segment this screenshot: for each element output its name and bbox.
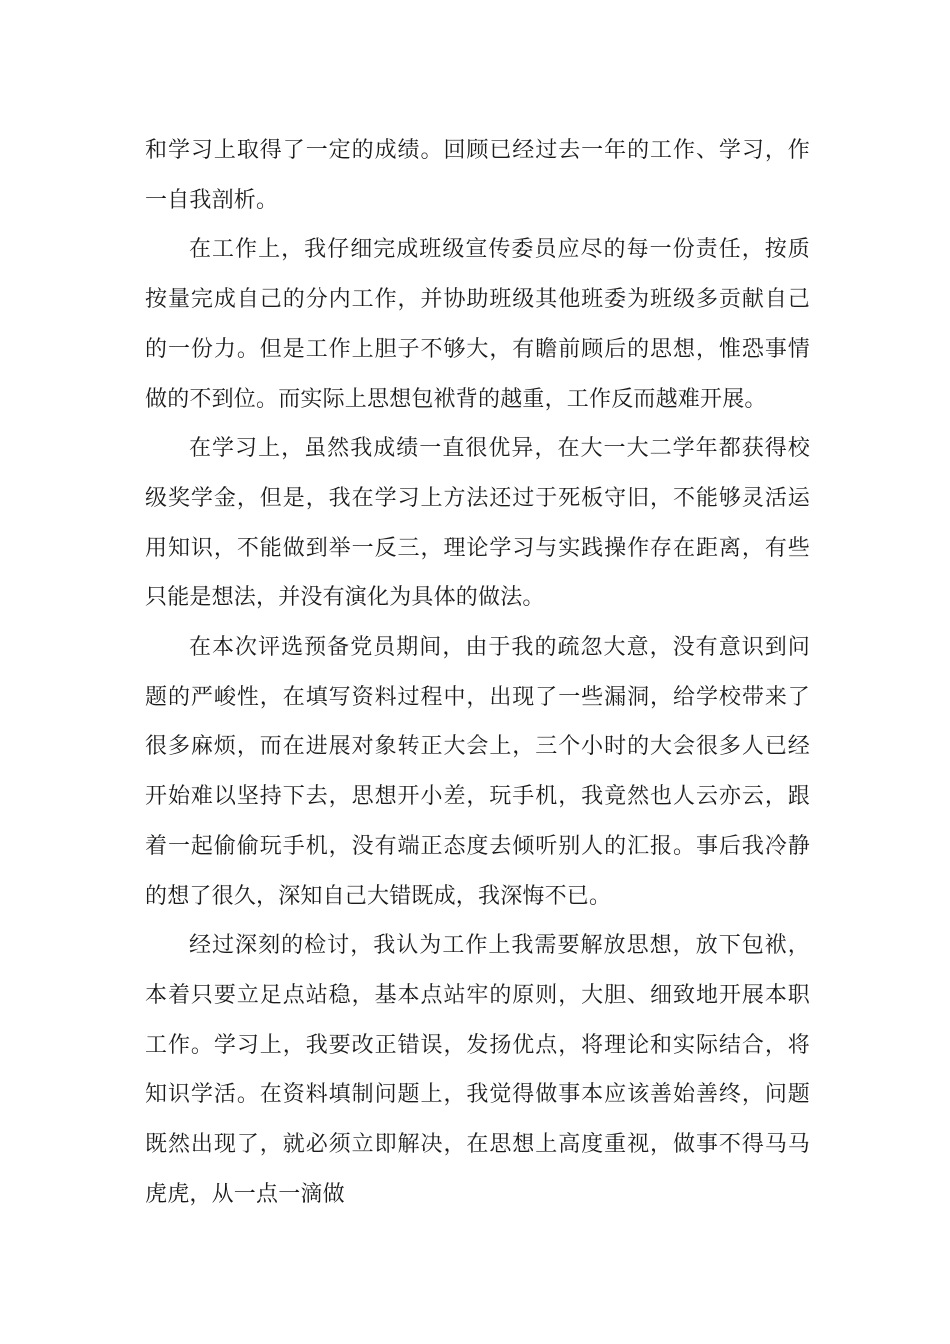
paragraph-party-selection: 在本次评选预备党员期间，由于我的疏忽大意，没有意识到问题的严峻性，在填写资料过程中，出现了一些漏洞，给学校带来了很多麻烦，而在进展对象转正大会上，三个小时的大会很多人已经开始难以坚持下去，思想开小差，玩手机，我竟然也人云亦云，跟着一起偷偷玩手机，没有端正态度去倾听别人的汇报。事后我冷静的想了很久，深知自己大错既成，我深悔不已。 <box>145 635 810 909</box>
paragraph-study: 在学习上，虽然我成绩一直很优异，在大一大二学年都获得校级奖学金，但是，我在学习上方法还过于死板守旧，不能够灵活运用知识，不能做到举一反三，理论学习与实践操作存在距离，有些只能是想法，并没有演化为具体的做法。 <box>145 436 810 611</box>
document-body <box>145 126 810 1219</box>
paragraph-work: 在工作上，我仔细完成班级宣传委员应尽的每一份责任，按质按量完成自己的分内工作，并协助班级其他班委为班级多贡献自己的一份力。但是工作上胆子不够大，有瞻前顾后的思想，惟恐事情做的不到位。而实际上思想包袱背的越重，工作反而越难开展。 <box>145 237 810 412</box>
paragraph-continuation: 和学习上取得了一定的成绩。回顾已经过去一年的工作、学习，作一自我剖析。 <box>145 138 810 213</box>
paragraph-reflection: 经过深刻的检讨，我认为工作上我需要解放思想，放下包袱，本着只要立足点站稳，基本点站牢的原则，大胆、细致地开展本职工作。学习上，我要改正错误，发扬优点，将理论和实际结合，将知识学活。在资料填制问题上，我觉得做事本应该善始善终，问题既然出现了，就必须立即解决，在思想上高度重视，做事不得马马虎虎，从一点一滴做 <box>145 933 810 1207</box>
